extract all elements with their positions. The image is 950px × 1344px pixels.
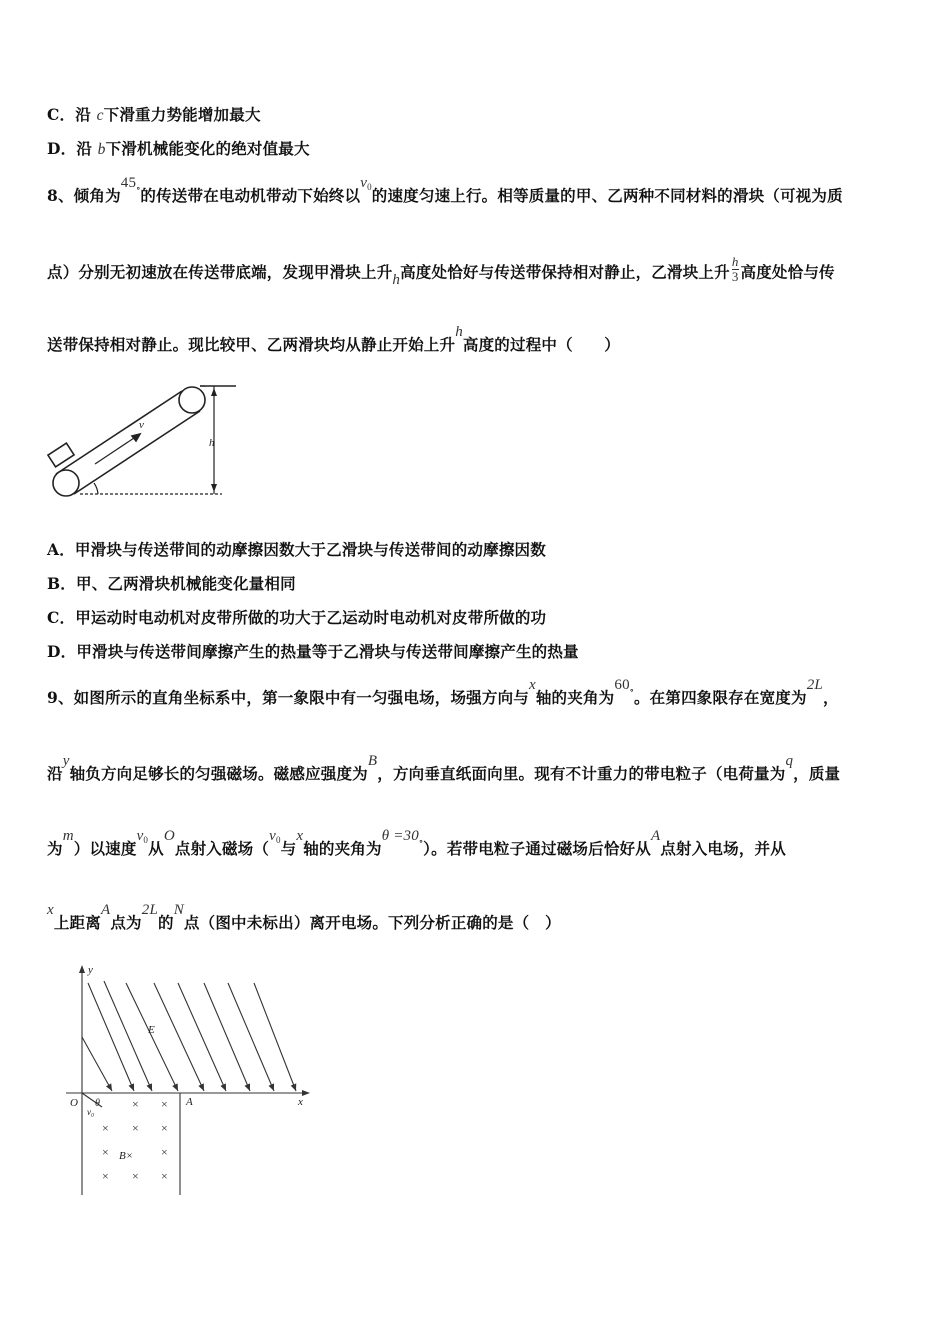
svg-text:B×: B× — [119, 1150, 134, 1162]
field-cross: × — [161, 1121, 168, 1135]
q8-option-d: D．甲滑块与传送带间摩擦产生的热量等于乙滑块与传送带间摩擦产生的热量 — [47, 642, 579, 661]
belt-bottom — [74, 411, 200, 494]
svg-text:E: E — [148, 1024, 155, 1036]
top-pulley — [179, 387, 205, 413]
svg-text:A: A — [186, 1096, 193, 1108]
field-line-0 — [82, 1037, 112, 1091]
q9-stem-line-1: 9、如图所示的直角坐标系中，第一象限中有一匀强电场，场强方向与x轴的夹角为60°。在第四象限存在宽度为2L， — [47, 677, 839, 707]
field-cross: × — [161, 1145, 168, 1159]
field-line-2 — [104, 981, 152, 1091]
svg-text:v: v — [139, 419, 144, 431]
q8-option-a: A．甲滑块与传送带间的动摩擦因数大于乙滑块与传送带间的动摩擦因数 — [47, 540, 546, 559]
q8-option-b: B．甲、乙两滑块机械能变化量相同 — [47, 574, 296, 593]
field-line-3 — [126, 983, 178, 1091]
svg-text:θ: θ — [95, 1098, 100, 1109]
q9-stem-line-3: 为m）以速度$v_0$从O点射入磁场（$v_0$与x轴的夹角为θ =30°）。若带电粒子通过磁场后恰好从A点射入电场，并从 — [47, 828, 786, 858]
field-cross: × — [102, 1169, 109, 1183]
field-cross: × — [161, 1097, 168, 1111]
field-cross: × — [132, 1169, 139, 1183]
field-cross: × — [132, 1097, 139, 1111]
field-cross: × — [102, 1121, 109, 1135]
fraction-h-over-3: $\frac{h}{3}$ — [731, 254, 739, 284]
field-arrowhead-8 — [291, 1083, 297, 1091]
field-cross: × — [102, 1145, 109, 1159]
field-line-6 — [204, 983, 250, 1091]
field-cross: × — [161, 1169, 168, 1183]
field-line-8 — [254, 983, 296, 1091]
svg-text:x: x — [298, 1096, 303, 1108]
svg-text:O: O — [70, 1097, 78, 1109]
svg-text:y: y — [88, 964, 93, 976]
q8-option-c: C．甲运动时电动机对皮带所做的功大于乙运动时电动机对皮带所做的功 — [47, 608, 547, 627]
q9-stem-line-4: x上距离A点为2L的N点（图中未标出）离开电场。下列分析正确的是（ ） — [47, 902, 561, 932]
q9-stem-line-2: 沿y轴负方向足够长的匀强磁场。磁感应强度为B，方向垂直纸面向里。现有不计重力的带电粒子（电荷量为q，质量 — [47, 753, 841, 783]
field-line-7 — [228, 983, 274, 1091]
conveyor-belt-figure — [40, 380, 245, 505]
coordinate-field-figure — [60, 955, 320, 1205]
electric-field-lines — [82, 981, 296, 1091]
field-line-1 — [88, 983, 134, 1091]
field-line-4 — [154, 983, 204, 1091]
svg-text:v₀: v₀ — [87, 1107, 95, 1117]
q8-stem-line-2: 点）分别无初速放在传送带底端，发现甲滑块上升h高度处恰好与传送带保持相对静止，乙滑块上升 $\frac{h}{3}$ 高度处恰与传 — [47, 254, 835, 288]
prev-option-d: D．沿 b下滑机械能变化的绝对值最大 — [47, 139, 310, 158]
slider-block — [48, 443, 74, 467]
q8-stem-line-1: 8、倾角为45°的传送带在电动机带动下始终以$v_0$的速度匀速上行。相等质量的甲、乙两种不同材料的滑块（可视为质 — [47, 175, 843, 205]
prev-option-c: C．沿 c下滑重力势能增加最大 — [47, 105, 261, 124]
svg-text:h: h — [209, 437, 215, 449]
belt-top — [56, 391, 182, 474]
field-line-5 — [178, 983, 226, 1091]
field-cross: × — [132, 1121, 139, 1135]
magnetic-field-crosses — [102, 1097, 168, 1183]
q8-stem-line-3: 送带保持相对静止。现比较甲、乙两滑块均从静止开始上升h高度的过程中（ ） — [47, 324, 620, 354]
